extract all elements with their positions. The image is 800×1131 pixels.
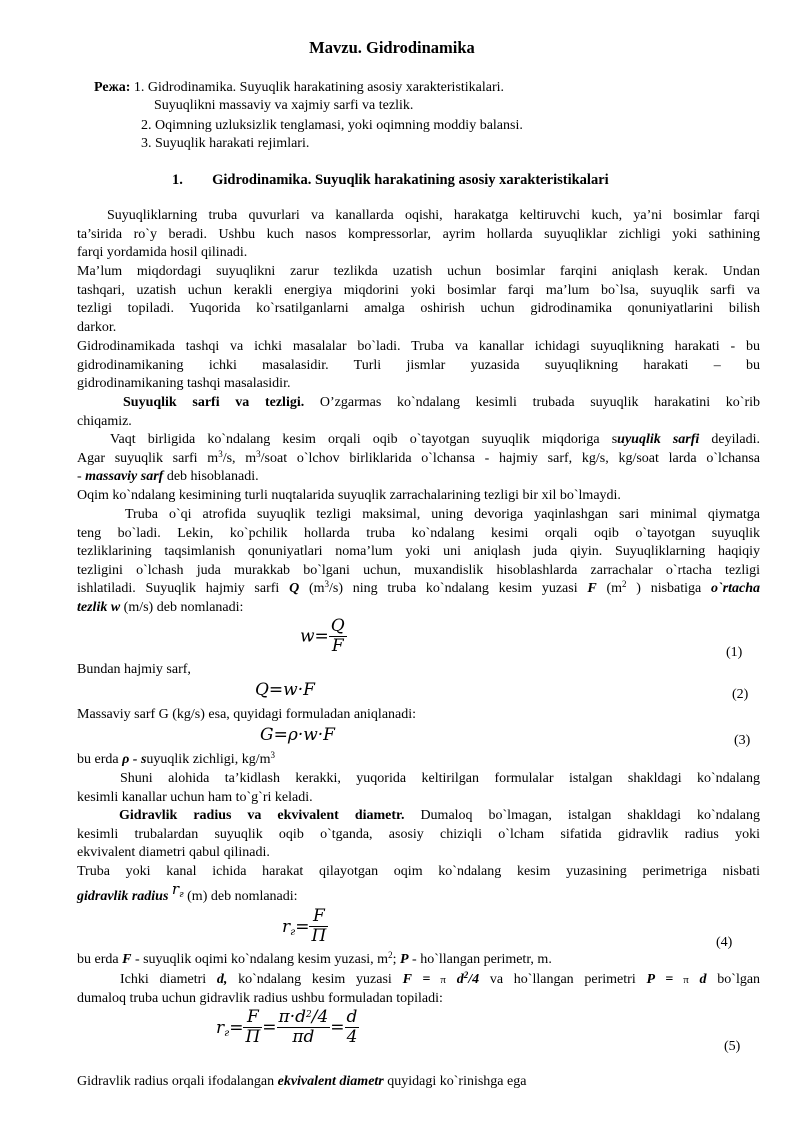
paragraph-9-line: kesimli trubalardan suyuqlik oqib o`tganda, asosiy chiziqli o`lcham sifatida gidravlik radius yoki (77, 826, 760, 842)
paragraph-4-text: O’zgarmas ko`ndalang kesimli trubada suyuqlik harakatini ko`rib (304, 395, 760, 410)
denominator: П (245, 1027, 261, 1047)
plan-label: Режа: (94, 80, 131, 95)
text: /soat o`lchov birliklarida o`lchansa - hajmiy sarf, kg/s, kg/soat larda o`lchansa (260, 450, 760, 466)
equation-2-number: (2) (732, 687, 749, 702)
paragraph-3-line: gidrodinamikaning tashqi masalasidir. (77, 376, 291, 392)
paragraph-5-line (77, 468, 760, 487)
equals: = (330, 1017, 345, 1038)
text: Agar suyuqlik sarfi m (77, 450, 219, 466)
text: (m (299, 581, 325, 597)
text-equivalent-diameter (77, 1074, 526, 1090)
equation-3: G=ρ·w·F (260, 725, 335, 745)
paragraph-8-line: Shuni alohida ta’kidlash kerakki, yuqorida keltirilgan formulalar istalgan shakldagi ko`ndalang (120, 771, 760, 786)
equation-5-number: (5) (724, 1039, 741, 1054)
denominator: П (311, 926, 327, 946)
equation-1-number: (1) (726, 645, 743, 660)
paragraph-9-line (77, 807, 760, 826)
text: bu erda (77, 752, 123, 767)
paragraph-5-line (77, 431, 760, 450)
symbol-P: P (399, 952, 409, 967)
symbol-F: F = (402, 972, 431, 987)
text: ishlatiladi. Suyuqlik hajmiy sarfi (77, 581, 290, 597)
paragraph-4-line: chiqamiz. (77, 413, 132, 429)
text: bu erda (77, 952, 123, 967)
text: ko`ndalang kesim yuzasi (227, 972, 403, 987)
superscript: 2 (388, 950, 393, 960)
text: - ho`llangan perimetr, m. (408, 952, 552, 967)
superscript: 2 (622, 580, 627, 590)
equation-1-fraction (329, 617, 347, 656)
symbol-pi: π (440, 974, 446, 986)
superscript: 2 (306, 1010, 312, 1020)
denominator: F (331, 636, 344, 656)
section-heading (172, 172, 609, 189)
superscript: 3 (324, 580, 329, 590)
numerator: F (309, 907, 328, 927)
text: uyuqlik zichligi, kg/m (146, 752, 271, 767)
text: (m/s) deb nomlanadi: (120, 599, 244, 615)
symbol-F: F (122, 952, 132, 967)
equals: = (295, 916, 310, 937)
symbol-d: d (445, 972, 464, 987)
equation-4-number: (4) (716, 935, 733, 950)
denominator: πd (292, 1027, 315, 1047)
term-equivalent-diameter: ekvivalent diametr (277, 1074, 384, 1089)
paragraph-7-line: teng bo`ladi. Lekin, ko`pchilik hollarda truba ko`ndalang kesimi orqali oqib o`tayotgan suyuqlik (77, 525, 760, 541)
paragraph-1 (77, 207, 760, 263)
plan-item-1-text: 1. Gidrodinamika. Suyuqlik harakatining asosiy xarakteristikalari. (133, 80, 505, 95)
text-bundan: Bundan hajmiy sarf, (77, 662, 191, 677)
equation-5-fraction-3 (345, 1008, 360, 1047)
text-density (77, 752, 275, 768)
paragraph-1-line: ta’sirida ro`y beradi. Ushbu kuch nasos kompressorlar, ayrim hollarda suyuqliklar zichligi yoki sathining (77, 226, 760, 242)
symbol-d: d (688, 972, 707, 987)
text: π·d (278, 1007, 306, 1027)
plan-item-1-cont: Suyuqlikni massaviy va xajmiy sarfi va tezlik. (154, 98, 414, 113)
paragraph-7 (77, 506, 760, 618)
paragraph-9-line: ekvivalent diametri qabul qilinadi. (77, 845, 270, 861)
text: Vaqt birligida ko`ndalang kesim orqali oqib o`tayotgan suyuqlik miqdoriga s (110, 432, 618, 447)
text-mass-flow: Massaviy sarf G (kg/s) esa, quyidagi formuladan aniqlanadi: (77, 707, 417, 722)
paragraph-7-line (77, 580, 760, 599)
paragraph-6 (77, 487, 760, 506)
text: /4 (311, 1007, 329, 1027)
symbol-P: P = (646, 972, 674, 987)
section-heading-text: Gidrodinamika. Suyuqlik harakatining asosiy xarakteristikalari (212, 172, 609, 188)
equation-5-fraction-1 (243, 1008, 262, 1047)
paragraph-10-line-2 (77, 880, 298, 908)
paragraph-5 (77, 431, 760, 487)
subheading-hydraulic-radius: Gidravlik radius va ekvivalent diametr. (119, 808, 405, 823)
superscript: 2 (463, 971, 469, 980)
paragraph-2-line: Ma’lum miqdordagi suyuqlikni zarur tezlikda uzatish uchun bosimlar farqini aniqlash kerak. Undan (77, 264, 760, 279)
paragraph-11-line (77, 971, 760, 990)
numerator (277, 1008, 331, 1028)
text: /4 (468, 972, 480, 987)
equation-4-fraction (309, 907, 328, 946)
text: (m) deb nomlanadi: (187, 889, 298, 904)
numerator: Q (330, 616, 345, 636)
paragraph-4 (77, 394, 760, 431)
numerator: F (243, 1008, 262, 1028)
term-average: o`rtacha (711, 581, 760, 597)
text: /s) ning truba ko`ndalang kesim yuzasi (329, 581, 588, 597)
paragraph-9 (77, 807, 760, 863)
equation-4-lhs: r (282, 916, 291, 937)
equation-4 (282, 907, 328, 946)
text: deb hisoblanadi. (163, 469, 259, 485)
paragraph-1-line: farqi yordamida hosil qilinadi. (77, 245, 248, 261)
numerator: d (346, 1007, 358, 1027)
plan-item-2: 2. Oqimning uzluksizlik tenglamasi, yoki oqimning moddiy balansi. (141, 118, 523, 133)
subscript: г (224, 1027, 230, 1039)
symbol-d: d, (216, 972, 228, 987)
paragraph-7-line (77, 599, 760, 618)
symbol-r: r (171, 880, 180, 898)
term-average-velocity: tezlik w (77, 599, 121, 615)
subscript: г (179, 890, 184, 900)
term-hydraulic-radius: gidravlik radius (77, 889, 169, 904)
paragraph-8-line: kesimli kanallar uchun ham to`g`ri keladi. (77, 789, 313, 805)
page-title: Mavzu. Gidrodinamika (309, 38, 475, 57)
section-heading-number: 1. (172, 172, 183, 188)
text: va ho`llangan perimetri (479, 972, 647, 987)
plan-item-1 (94, 79, 504, 98)
text: Ichki diametri (120, 972, 217, 987)
text: Dumaloq bo`lmagan, istalgan shakldagi ko`ndalang (404, 808, 760, 823)
text: (m (596, 581, 623, 597)
symbol-pi: π (683, 974, 689, 986)
text: quyidagi ko`rinishga ega (383, 1074, 527, 1089)
symbol-Q: Q (289, 581, 300, 597)
paragraph-11-line: dumaloq truba uchun gidravlik radius ushbu formuladan topiladi: (77, 990, 443, 1006)
text: - (77, 469, 86, 485)
paragraph-2-line: darkor. (77, 319, 117, 335)
text: deyiladi. (699, 432, 760, 447)
subheading-flow-rate: Suyuqlik sarfi va tezligi. (123, 395, 305, 410)
denominator: 4 (346, 1027, 358, 1047)
equation-3-number: (3) (734, 733, 751, 748)
paragraph-10-line: Truba yoki kanal ichida harakat qilayotgan oqim ko`ndalang kesim yuzasining perimetriga nisbati (77, 864, 760, 879)
paragraph-8 (77, 770, 760, 807)
equals: = (229, 1017, 244, 1038)
paragraph-5-line (77, 450, 760, 469)
text: ) nisbatiga (626, 581, 711, 597)
text: ; (392, 952, 400, 967)
paragraph-2-line: tezligi topiladi. Yuqorida ko`rsatilganlarni amalga oshirish uchun gidrodinamika qonuniyatlarini bilish (77, 301, 760, 317)
superscript: 3 (256, 449, 261, 459)
superscript: 3 (270, 750, 275, 760)
equation-1-lhs: w= (300, 626, 329, 647)
paragraph-1-line: Suyuqliklarning truba quvurlari va kanallarda oqishi, harakatga keltiruvchi kuch, ya’ni bosimlar farqi (107, 208, 760, 223)
superscript: 3 (218, 449, 223, 459)
paragraph-3-line: gidrodinamikaning ichki masalasidir. Turli jismlar yuzasida suyuqlikning harakati – bu (77, 357, 760, 373)
equation-5-fraction-2 (277, 1008, 331, 1047)
paragraph-7-line: Truba o`qi atrofida suyuqlik tezligi maksimal, uning devoriga yaqinlashgan sari minimal qiymatga (125, 507, 760, 522)
term-flow-rate: uyuqlik sarfi (617, 432, 700, 447)
paragraph-7-line: tezliklarining taqsimlanish qonuniyatlari noma’lum yoki uni aniqlash juda qiyin. Suyuqliklarning haqiqiy (77, 544, 760, 560)
text-area-perimeter (77, 952, 552, 968)
term-mass-flow: massaviy sarf (85, 469, 164, 485)
equals: = (262, 1017, 277, 1038)
text: Gidravlik radius orqali ifodalangan (77, 1074, 278, 1089)
text: - suyuqlik oqimi ko`ndalang kesim yuzasi, m (131, 952, 389, 967)
text: /s, m (222, 450, 257, 466)
paragraph-4-line (77, 394, 760, 413)
paragraph-7-line: tezligini o`lchash juda murakkab bo`lgani uchun, muxandislik hisoblashlarda zarrachalar o`rtacha tezligi (77, 562, 760, 578)
paragraph-10 (77, 863, 760, 882)
symbol-F: F (587, 581, 597, 597)
paragraph-11 (77, 971, 760, 1008)
equation-1 (300, 617, 347, 656)
subscript: г (290, 926, 296, 938)
equation-5-lhs: r (216, 1017, 225, 1038)
paragraph-3 (77, 338, 760, 394)
equation-5 (216, 1008, 359, 1047)
plan-item-3: 3. Suyuqlik harakati rejimlari. (141, 136, 310, 151)
paragraph-2 (77, 263, 760, 337)
paragraph-6-line: Oqim ko`ndalang kesimining turli nuqtalarida suyuqlik zarrachalarining tezligi bir xil bo`lmaydi. (77, 488, 621, 503)
paragraph-2-line: tashqari, uzatish uchun kerakli energiya miqdorini yoki bosimlar farqi ma’lum bo`lsa, suyuqlik sarfi va (77, 282, 760, 298)
symbol-rho: ρ - s (122, 752, 147, 767)
equation-2: Q=w·F (255, 680, 315, 700)
text: bo`lgan (706, 972, 760, 987)
paragraph-3-line: Gidrodinamikada tashqi va ichki masalalar bo`ladi. Truba va kanallar ichidagi suyuqlikning harakati - bu (77, 339, 760, 354)
